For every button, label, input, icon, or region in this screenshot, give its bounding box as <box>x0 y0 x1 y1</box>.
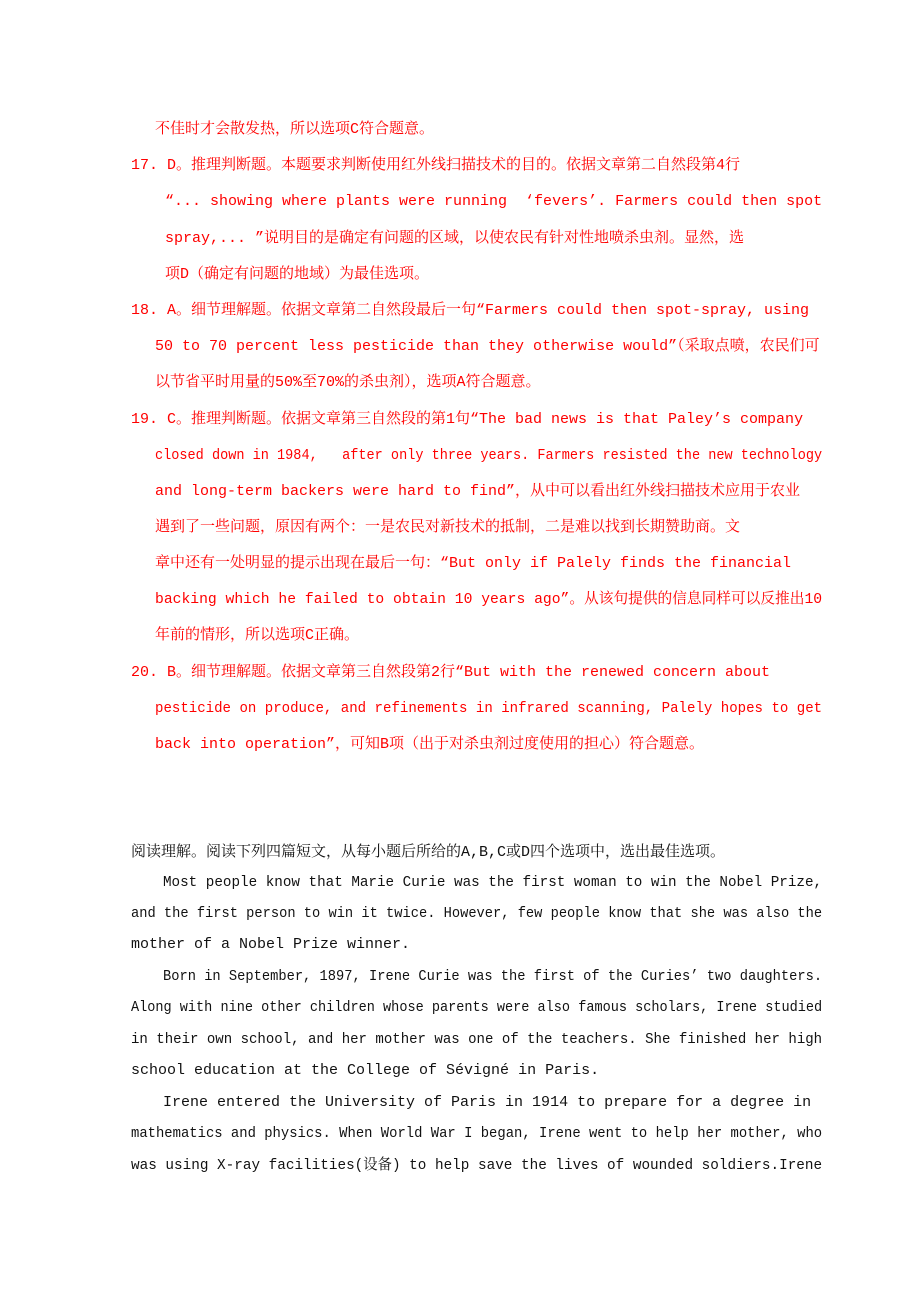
passage-line: 阅读理解。阅读下列四篇短文，从每小题后所给的A,B,C或D四个选项中，选出最佳选项。 <box>131 844 726 861</box>
answers-line: 不佳时才会散发热，所以选项C符合题意。 <box>155 121 435 138</box>
answers-line: pesticide on produce, and refinements in infrared scanning, Palely hopes to get <box>155 700 823 717</box>
passage-line: Born in September, 1897, Irene Curie was the first of the Curies’ two daughters. <box>163 968 823 985</box>
answers-line: 18. A。细节理解题。依据文章第二自然段最后一句“Farmers could then spot-spray, using <box>131 302 810 319</box>
passage-line: mathematics and physics. When World War I began, Irene went to help her mother, who <box>131 1125 823 1142</box>
answers-line: 项D（确定有问题的地域）为最佳选项。 <box>165 266 430 283</box>
answers-line: 17. D。推理判断题。本题要求判断使用红外线扫描技术的目的。依据文章第二自然段第4行 <box>131 157 741 174</box>
answers-line: closed down in 1984, after only three years. Farmers resisted the new technology <box>155 447 823 464</box>
answers-line: 遇到了一些问题，原因有两个：一是农民对新技术的抵制，二是难以找到长期赞助商。文 <box>155 519 741 536</box>
answers-line: 20. B。细节理解题。依据文章第三自然段第2行“But with the renewed concern about <box>131 664 771 681</box>
answers-line: “... showing where plants were running ‘fevers’. Farmers could then spot <box>165 193 823 210</box>
answers-line: 50 to 70 percent less pesticide than they otherwise would”（采取点喷，农民们可 <box>155 338 820 355</box>
passage-line: Irene entered the University of Paris in 1914 to prepare for a degree in <box>163 1094 812 1111</box>
answers-line: 年前的情形，所以选项C正确。 <box>155 627 360 644</box>
passage-line: in their own school, and her mother was one of the teachers. She finished her high <box>131 1031 823 1048</box>
passage-line: school education at the College of Sévigné in Paris. <box>131 1062 600 1079</box>
answers-line: and long-term backers were hard to find”，从中可以看出红外线扫描技术应用于农业 <box>155 483 801 500</box>
answers-line: spray,... ”说明目的是确定有问题的区域，以使农民有针对性地喷杀虫剂。显然，选 <box>165 230 745 247</box>
answers-line: 以节省平时用量的50%至70%的杀虫剂），选项A符合题意。 <box>155 374 541 391</box>
answers-line: back into operation”，可知B项（出于对杀虫剂过度使用的担心）符合题意。 <box>155 736 705 753</box>
passage-line: Along with nine other children whose parents were also famous scholars, Irene studied <box>131 999 823 1016</box>
passage-line: mother of a Nobel Prize winner. <box>131 936 411 953</box>
answers-line: 章中还有一处明显的提示出现在最后一句：“But only if Palely finds the financial <box>155 555 792 572</box>
answers-line: 19. C。推理判断题。依据文章第三自然段的第1句“The bad news is that Paley’s company <box>131 411 804 428</box>
passage-line: was using X-ray facilities(设备) to help save the lives of wounded soldiers.Irene <box>131 1157 823 1174</box>
passage-line: Most people know that Marie Curie was the first woman to win the Nobel Prize, <box>163 874 823 891</box>
answers-line: backing which he failed to obtain 10 years ago”。从该句提供的信息同样可以反推出10 <box>155 591 823 608</box>
passage-line: and the first person to win it twice. However, few people know that she was also the <box>131 905 823 922</box>
